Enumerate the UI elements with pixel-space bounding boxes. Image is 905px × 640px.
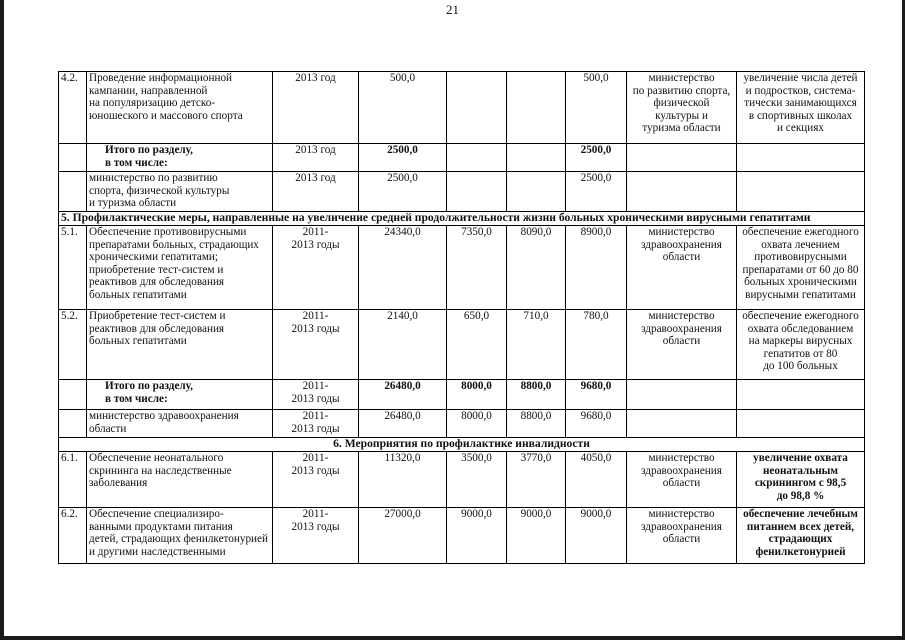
section-header-row bbox=[59, 212, 865, 226]
amount-2011: 650,0 bbox=[447, 310, 507, 380]
amount-2011: 7350,0 bbox=[447, 226, 507, 310]
subtotal-label: Итого по разделу, в том числе: bbox=[87, 144, 273, 172]
amount-2011: 3500,0 bbox=[447, 452, 507, 508]
table-row bbox=[59, 172, 865, 212]
table-row bbox=[59, 410, 865, 438]
period: 2011- 2013 годы bbox=[273, 410, 359, 438]
amount-2012: 9000,0 bbox=[507, 508, 566, 564]
amount-2013: 780,0 bbox=[566, 310, 627, 380]
executor: министерство здравоохранения области bbox=[627, 226, 737, 310]
executor: министерство по развитию спорта, физической культуры и туризма области bbox=[627, 72, 737, 144]
table-row bbox=[59, 144, 865, 172]
expected-result: увеличение числа детей и подростков, система- тически занимающихся в спортивных школах и секциях bbox=[737, 72, 865, 144]
activity-name: Обеспечение неонатального скрининга на наследственные заболевания bbox=[87, 452, 273, 508]
amount-2013: 500,0 bbox=[566, 72, 627, 144]
amount-2012: 8800,0 bbox=[507, 380, 566, 410]
amount-2011: 8000,0 bbox=[447, 410, 507, 438]
executor: министерство здравоохранения области bbox=[627, 310, 737, 380]
total-amount: 11320,0 bbox=[359, 452, 447, 508]
amount-2012: 710,0 bbox=[507, 310, 566, 380]
amount-2012: 3770,0 bbox=[507, 452, 566, 508]
executor-subtotal-label: министерство по развитию спорта, физической культуры и туризма области bbox=[87, 172, 273, 212]
amount-2013: 9680,0 bbox=[566, 380, 627, 410]
amount-2011: 8000,0 bbox=[447, 380, 507, 410]
executor: министерство здравоохранения области bbox=[627, 508, 737, 564]
amount-2013: 2500,0 bbox=[566, 144, 627, 172]
activity-name: Обеспечение противовирусными препаратами больных, страдающих хроническими гепатитами; приобретение тест-систем и реактивов для обследования больных гепатитами bbox=[87, 226, 273, 310]
expected-result: обеспечение ежегодного охвата обследованием на маркеры вирусных гепатитов от 80 до 100 больных bbox=[737, 310, 865, 380]
activity-name: Приобретение тест-систем и реактивов для обследования больных гепатитами bbox=[87, 310, 273, 380]
amount-2013: 2500,0 bbox=[566, 172, 627, 212]
amount-2012: 8090,0 bbox=[507, 226, 566, 310]
total-amount: 2500,0 bbox=[359, 144, 447, 172]
activity-name: Проведение информационной кампании, направленной на популяризацию детско- юношеского и массового спорта bbox=[87, 72, 273, 144]
table-row bbox=[59, 508, 865, 564]
period: 2011- 2013 годы bbox=[273, 310, 359, 380]
total-amount: 26480,0 bbox=[359, 410, 447, 438]
section-header-row bbox=[59, 438, 865, 452]
table-row bbox=[59, 380, 865, 410]
scan-edge-left bbox=[0, 0, 4, 640]
page-number: 21 bbox=[446, 2, 459, 17]
table-row bbox=[59, 72, 865, 144]
section-title: 6. Мероприятия по профилактике инвалидности bbox=[59, 438, 865, 452]
executor-subtotal-label: министерство здравоохранения области bbox=[87, 410, 273, 438]
activity-name: Обеспечение специализиро- ванными продуктами питания детей, страдающих фенилкетонурией и другими наследственными bbox=[87, 508, 273, 564]
period: 2011- 2013 годы bbox=[273, 452, 359, 508]
period: 2013 год bbox=[273, 144, 359, 172]
period: 2011- 2013 годы bbox=[273, 226, 359, 310]
total-amount: 2500,0 bbox=[359, 172, 447, 212]
period: 2013 год bbox=[273, 172, 359, 212]
period: 2013 год bbox=[273, 72, 359, 144]
period: 2011- 2013 годы bbox=[273, 508, 359, 564]
executor: министерство здравоохранения области bbox=[627, 452, 737, 508]
expected-result: обеспечение ежегодного охвата лечением противовирусными препаратами от 60 до 80 больных хроническими вирусными гепатитами bbox=[737, 226, 865, 310]
row-number: 5.1. bbox=[59, 226, 87, 310]
table-row bbox=[59, 310, 865, 380]
expected-result: увеличение охвата неонатальным скринингом с 98,5 до 98,8 % bbox=[737, 452, 865, 508]
scan-edge-bottom bbox=[0, 636, 905, 640]
row-number: 6.2. bbox=[59, 508, 87, 564]
total-amount: 500,0 bbox=[359, 72, 447, 144]
amount-2012 bbox=[507, 72, 566, 144]
amount-2013: 4050,0 bbox=[566, 452, 627, 508]
amount-2013: 9000,0 bbox=[566, 508, 627, 564]
total-amount: 24340,0 bbox=[359, 226, 447, 310]
table-row bbox=[59, 226, 865, 310]
program-table bbox=[58, 71, 865, 564]
total-amount: 2140,0 bbox=[359, 310, 447, 380]
subtotal-label: Итого по разделу, в том числе: bbox=[87, 380, 273, 410]
section-title: 5. Профилактические меры, направленные на увеличение средней продолжительности жизни больных хроническими вирусными гепатитами bbox=[59, 212, 865, 226]
amount-2013: 8900,0 bbox=[566, 226, 627, 310]
period: 2011- 2013 годы bbox=[273, 380, 359, 410]
row-number: 5.2. bbox=[59, 310, 87, 380]
amount-2011 bbox=[447, 72, 507, 144]
amount-2011: 9000,0 bbox=[447, 508, 507, 564]
expected-result: обеспечение лечебным питанием всех детей, страдающих фенилкетонурией bbox=[737, 508, 865, 564]
total-amount: 27000,0 bbox=[359, 508, 447, 564]
amount-2013: 9680,0 bbox=[566, 410, 627, 438]
amount-2012: 8800,0 bbox=[507, 410, 566, 438]
row-number: 6.1. bbox=[59, 452, 87, 508]
row-number: 4.2. bbox=[59, 72, 87, 144]
total-amount: 26480,0 bbox=[359, 380, 447, 410]
table-row bbox=[59, 452, 865, 508]
